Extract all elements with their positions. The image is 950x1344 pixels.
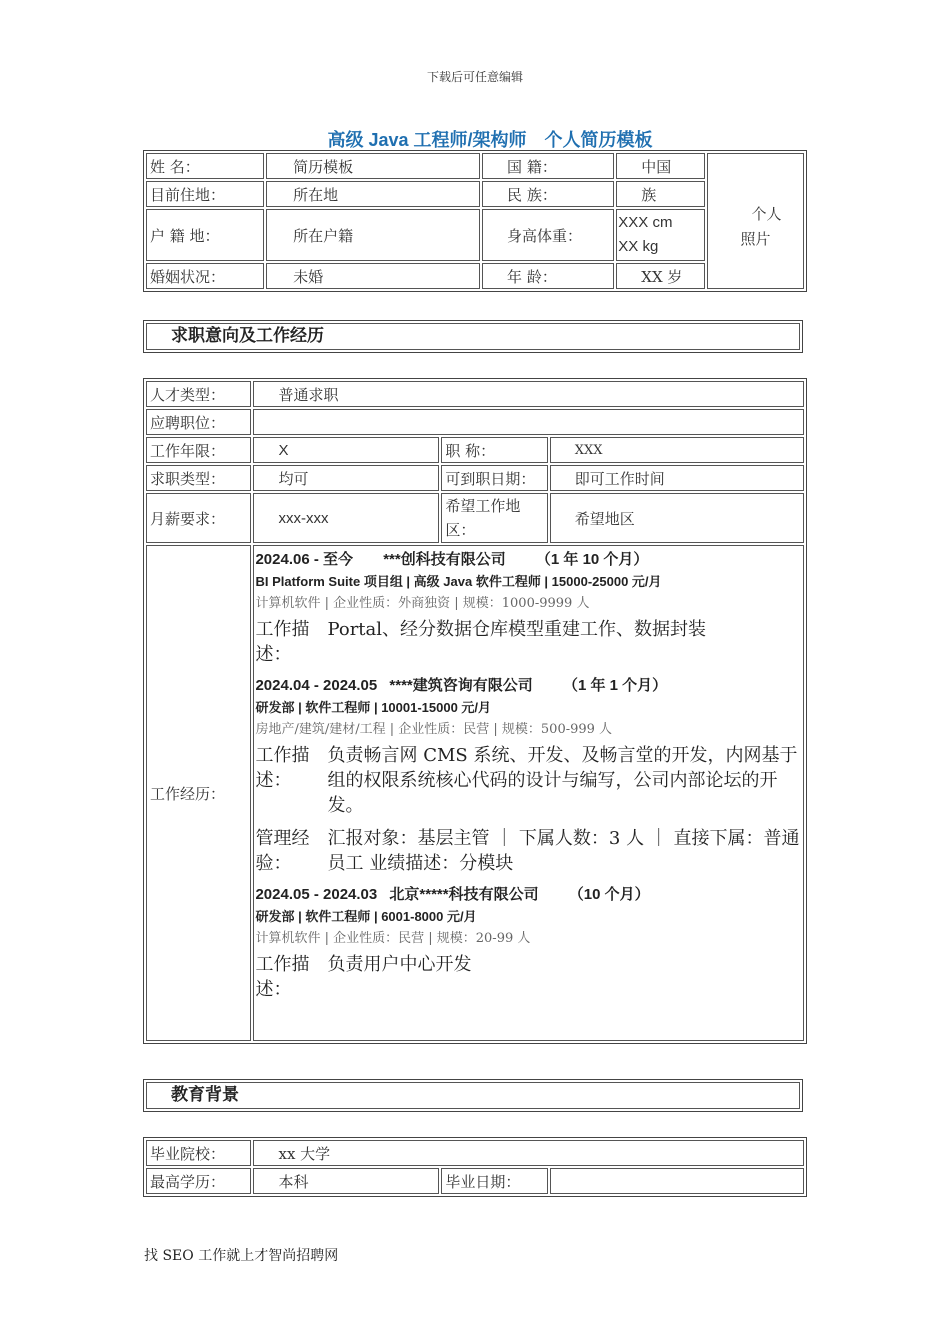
- experience-description: [255, 743, 803, 818]
- header-note: 下载后可任意编辑: [426, 70, 523, 84]
- nationality-label: 国 籍：: [482, 153, 614, 179]
- experience-header: [255, 549, 803, 571]
- age-value: XX 岁: [616, 263, 705, 289]
- age-label: 年 龄：: [482, 263, 614, 289]
- education-table: [143, 1137, 807, 1197]
- job-table: [143, 378, 807, 1044]
- height-weight-value: [616, 209, 705, 261]
- experience-item: [255, 549, 803, 667]
- salary-value: xxx-xxx: [253, 493, 439, 543]
- talent-type-label: 人才类型：: [146, 381, 251, 407]
- page-title: 高级 Java 工程师/架构师 个人简历模板: [327, 130, 653, 150]
- work-experience-content: [253, 545, 804, 1041]
- photo-cell: [707, 153, 804, 289]
- ethnic-value: 族: [616, 181, 705, 207]
- name-label: 姓 名：: [146, 153, 264, 179]
- experience-duration: （1 年 10 个月）: [535, 551, 649, 568]
- work-years-label: 工作年限：: [146, 437, 251, 463]
- available-date-label: 可到职日期：: [441, 465, 547, 491]
- experience-info: 房地产/建筑/建材/工程 | 企业性质：民营 | 规模：500-999 人: [255, 722, 613, 737]
- experience-management: [255, 826, 803, 876]
- experience-header: [255, 884, 803, 906]
- position-value: [253, 409, 804, 435]
- region-label: 希望工作地区：: [441, 493, 547, 543]
- available-date-value: 即可工作时间: [550, 465, 804, 491]
- experience-header: [255, 675, 803, 697]
- graduation-date-value: [550, 1168, 804, 1194]
- degree-value: 本科: [253, 1168, 439, 1194]
- residence-label: 目前住地：: [146, 181, 264, 207]
- experience-description-label: 工作描述：: [255, 954, 310, 1000]
- graduation-date-label: 毕业日期：: [441, 1168, 547, 1194]
- salary-label: 月薪要求：: [146, 493, 251, 543]
- talent-type-value: 普通求职: [253, 381, 804, 407]
- experience-company: ****建筑咨询有限公司: [389, 677, 533, 694]
- experience-description-text: Portal、经分数据仓库模型重建工作、数据封装: [327, 619, 707, 640]
- experience-description-text: 负责用户中心开发: [327, 954, 472, 975]
- marital-label: 婚姻状况：: [146, 263, 264, 289]
- region-value: 希望地区: [550, 493, 804, 543]
- job-title-label: 职 称：: [441, 437, 547, 463]
- experience-role: BI Platform Suite 项目组 | 高级 Java 软件工程师 | 15000-25000 元/月: [255, 574, 662, 589]
- experience-duration: （1 年 1 个月）: [562, 677, 668, 694]
- experience-duration: （10 个月）: [568, 886, 650, 903]
- basic-info-table: [143, 150, 807, 292]
- hukou-label: 户 籍 地：: [146, 209, 264, 261]
- job-title-value: XXX: [550, 437, 804, 463]
- school-value: xx 大学: [253, 1140, 804, 1166]
- height-weight-label: 身高体重：: [482, 209, 614, 261]
- experience-management-text: 汇报对象：基层主管 ｜ 下属人数：3 人 ｜ 直接下属：普通员工 业绩描述：分模块: [327, 828, 800, 874]
- experience-description-label: 工作描述：: [255, 619, 310, 665]
- section-education-title: 教育背景: [146, 1082, 800, 1109]
- position-label: 应聘职位：: [146, 409, 251, 435]
- marital-value: 未婚: [266, 263, 480, 289]
- experience-role: 研发部 | 软件工程师 | 6001-8000 元/月: [255, 909, 477, 924]
- experience-management-label: 管理经验：: [255, 828, 310, 874]
- experience-item: [255, 884, 803, 1002]
- photo-line1: 个人: [751, 205, 782, 223]
- experience-company: ***创科技有限公司: [383, 551, 506, 568]
- experience-info: 计算机软件 | 企业性质：民营 | 规模：20-99 人: [255, 931, 531, 946]
- section-education: [143, 1079, 803, 1112]
- experience-item: [255, 675, 803, 876]
- ethnic-label: 民 族：: [482, 181, 614, 207]
- photo-line2: 照片: [740, 230, 771, 248]
- nationality-value: 中国: [616, 153, 705, 179]
- job-type-label: 求职类型：: [146, 465, 251, 491]
- experience-role: 研发部 | 软件工程师 | 10001-15000 元/月: [255, 700, 492, 715]
- experience-description: [255, 952, 803, 1002]
- hukou-value: 所在户籍: [266, 209, 480, 261]
- experience-company: 北京*****科技有限公司: [389, 886, 539, 903]
- experience-period: 2024.05 - 2024.03: [255, 886, 378, 903]
- residence-value: 所在地: [266, 181, 480, 207]
- school-label: 毕业院校：: [146, 1140, 251, 1166]
- experience-description-label: 工作描述：: [255, 745, 310, 791]
- experience-description-text: 负责畅言网 CMS 系统、开发、及畅言堂的开发，内网基于组的权限系统核心代码的设计与编写，公司内部论坛的开发。: [327, 745, 798, 816]
- experience-info: 计算机软件 | 企业性质：外商独资 | 规模：1000-9999 人: [255, 596, 590, 611]
- section-job-intention: [143, 320, 803, 353]
- footer-note: 找 SEO 工作就上才智尚招聘网: [144, 1248, 339, 1264]
- experience-period: 2024.06 - 至今: [255, 551, 354, 568]
- work-years-value: X: [253, 437, 439, 463]
- job-type-value: 均可: [253, 465, 439, 491]
- height-value: XXX cm: [618, 214, 673, 231]
- experience-period: 2024.04 - 2024.05: [255, 677, 378, 694]
- degree-label: 最高学历：: [146, 1168, 251, 1194]
- weight-value: XX kg: [618, 238, 659, 255]
- work-experience-label: 工作经历：: [146, 545, 251, 1041]
- name-value: 简历模板: [266, 153, 480, 179]
- experience-description: [255, 617, 803, 667]
- section-job-intention-title: 求职意向及工作经历: [146, 323, 800, 350]
